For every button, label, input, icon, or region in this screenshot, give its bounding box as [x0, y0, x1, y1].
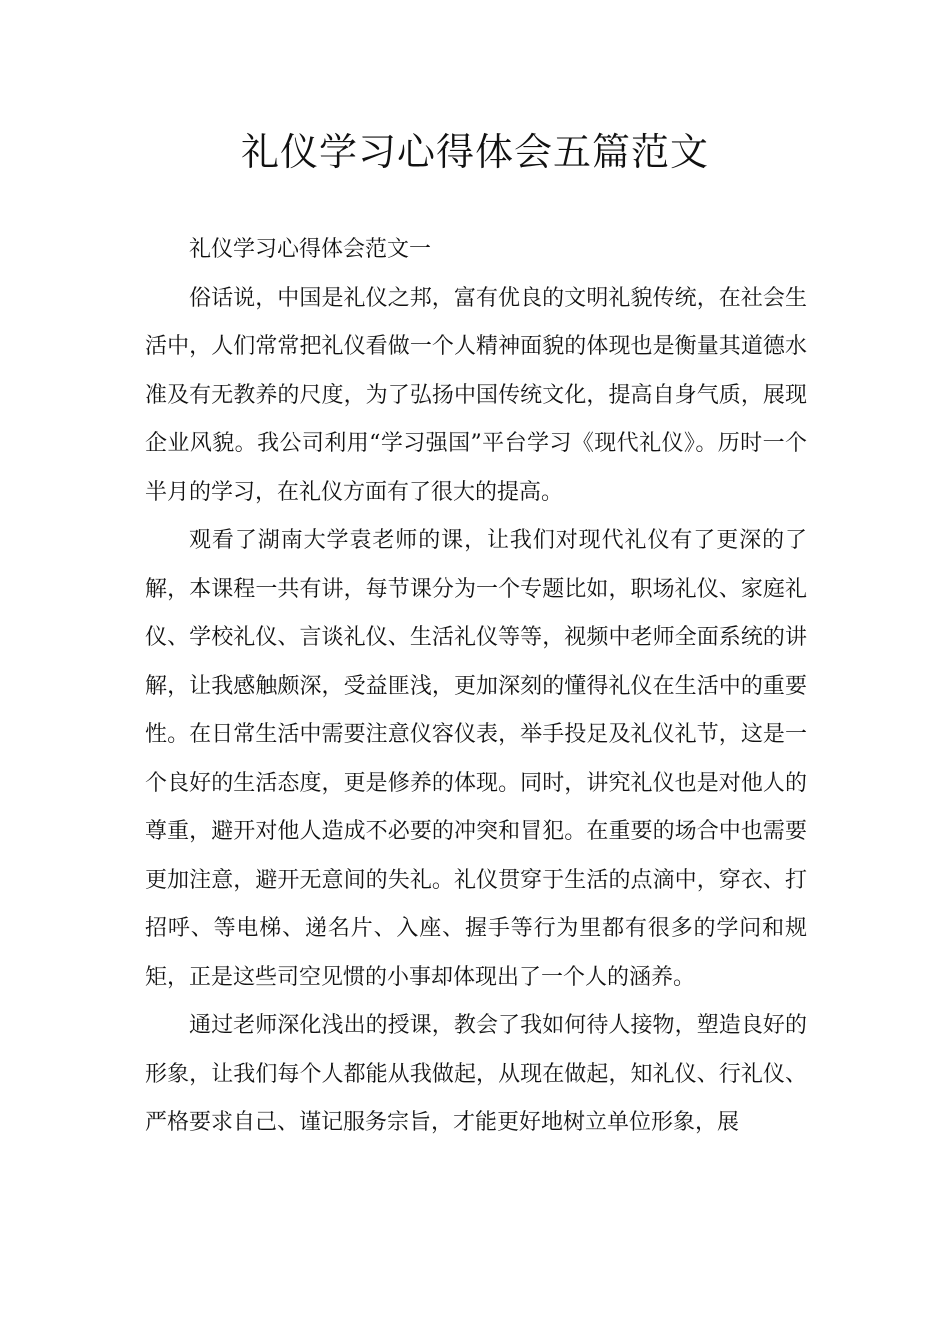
paragraph-3: 通过老师深化浅出的授课，教会了我如何待人接物，塑造良好的形象，让我们每个人都能从我做起，从现在做起，知礼仪、行礼仪、严格要求自己、谨记服务宗旨，才能更好地树立单位形象，展 [145, 1013, 807, 1135]
paragraph-1: 俗话说，中国是礼仪之邦，富有优良的文明礼貌传统，在社会生活中，人们常常把礼仪看做一个人精神面貌的体现也是衡量其道德水准及有无教养的尺度，为了弘扬中国传统文化，提高自身气质，展现企业风貌。我公司利用“学习强国”平台学习《现代礼仪》。历时一个半月的学习，在礼仪方面有了很大的提高。 [145, 285, 807, 505]
document-title: 礼仪学习心得体会五篇范文 [240, 130, 709, 174]
section-heading: 礼仪学习心得体会范文一 [189, 237, 432, 262]
paragraph-2: 观看了湖南大学袁老师的课，让我们对现代礼仪有了更深的了解，本课程一共有讲，每节课分为一个专题比如，职场礼仪、家庭礼仪、学校礼仪、言谈礼仪、生活礼仪等等，视频中老师全面系统的讲解，让我感触颇深，受益匪浅，更加深刻的懂得礼仪在生活中的重要性。在日常生活中需要注意仪容仪表，举手投足及礼仪礼节，这是一个良好的生活态度，更是修养的体现。同时，讲究礼仪也是对他人的尊重，避开对他人造成不必要的冲突和冒犯。在重要的场合中也需要更加注意，避开无意间的失礼。礼仪贯穿于生活的点滴中，穿衣、打招呼、等电梯、递名片、入座、握手等行为里都有很多的学问和规矩，正是这些司空见惯的小事却体现出了一个人的涵养。 [145, 528, 807, 990]
document-body [145, 226, 807, 1148]
